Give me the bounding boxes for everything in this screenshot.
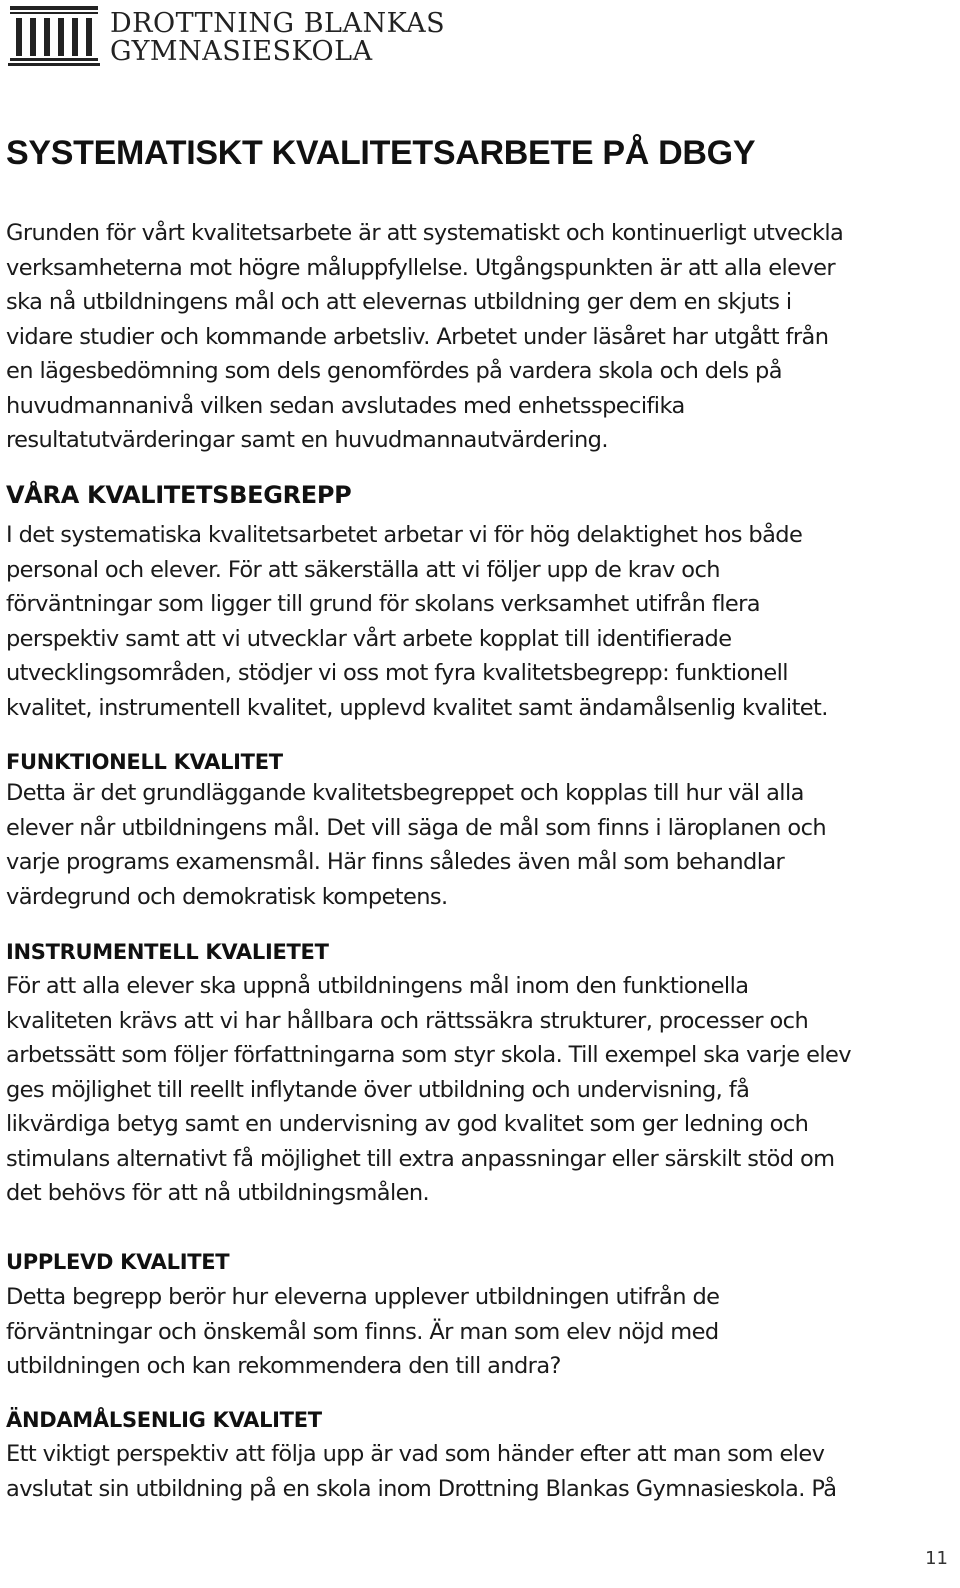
paragraph-line: stimulans alternativt få möjlighet till extra anpassningar eller särskilt stöd om [6,1145,835,1172]
paragraph-line: vidare studier och kommande arbetsliv. Arbetet under läsåret har utgått från [6,323,829,350]
paragraph-line: huvudmannanivå vilken sedan avslutades med enhetsspecifika [6,392,685,419]
paragraph-line: likvärdiga betyg samt en undervisning av god kvalitet som ger ledning och [6,1111,809,1137]
section-paragraph-kvalitetsbegrepp [6,518,954,725]
paragraph-line: Detta är det grundläggande kvalitetsbegreppet och kopplas till hur väl alla [6,780,804,806]
paragraph-line: avslutat sin utbildning på en skola inom Drottning Blankas Gymnasieskola. På [6,1475,837,1502]
paragraph-line: värdegrund och demokratisk kompetens. [6,883,448,910]
paragraph-line: förväntningar och önskemål som finns. Är man som elev nöjd med [6,1318,719,1345]
paragraph-line: det behövs för att nå utbildningsmålen. [6,1180,430,1206]
paragraph-line: arbetssätt som följer författningarna som styr skola. Till exempel ska varje elev [6,1042,851,1068]
paragraph-line: personal och elever. För att säkerställa att vi följer upp de krav och [6,556,720,583]
paragraph-line: perspektiv samt att vi utvecklar vårt arbete kopplat till identifierade [6,625,732,652]
paragraph-line: ges möjlighet till reellt inflytande över utbildning och undervisning, få [6,1076,750,1103]
paragraph-line: kvalitet, instrumentell kvalitet, upplevd kvalitet samt ändamålsenlig kvalitet. [6,694,828,721]
paragraph-line: Grunden för vårt kvalitetsarbete är att systematiskt och kontinuerligt utveckla [6,220,844,246]
intro-paragraph [6,216,954,458]
paragraph-line: utbildningen och kan rekommendera den till andra? [6,1353,561,1379]
paragraph-line: elever når utbildningens mål. Det vill säga de mål som finns i läroplanen och [6,814,826,841]
paragraph-line: För att alla elever ska uppnå utbildningens mål inom den funktionella [6,973,749,999]
document-title: SYSTEMATISKT KVALITETSARBETE PÅ DBGY [6,134,756,172]
section-heading-kvalitetsbegrepp: VÅRA KVALITETSBEGREPP [6,481,352,509]
building-columns-icon [8,4,100,66]
paragraph-line: Detta begrepp berör hur eleverna upplever utbildningen utifrån de [6,1284,720,1310]
paragraph-line: resultatutvärderingar samt en huvudmannautvärdering. [6,427,608,453]
paragraph-line: Ett viktigt perspektiv att följa upp är vad som händer efter att man som elev [6,1441,825,1467]
section-heading-upplevd: UPPLEVD KVALITET [6,1250,230,1274]
section-paragraph-funktionell [6,776,954,914]
paragraph-line: ska nå utbildningens mål och att elevernas utbildning ger dem en skjuts i [6,289,792,315]
page-number: 11 [925,1548,948,1569]
section-paragraph-upplevd [6,1280,954,1384]
logo-line-school-type: GYMNASIESKOLA [110,36,373,67]
logo-line-school-name: DROTTNING BLANKAS [110,8,446,39]
school-logo [8,4,445,68]
paragraph-line: I det systematiska kvalitetsarbetet arbetar vi för hög delaktighet hos både [6,522,803,548]
paragraph-line: en lägesbedömning som dels genomfördes på vardera skola och dels på [6,358,782,384]
paragraph-line: verksamheterna mot högre måluppfyllelse. Utgångspunkten är att alla elever [6,254,835,281]
section-paragraph-instrumentell [6,969,954,1211]
paragraph-line: varje programs examensmål. Här finns således även mål som behandlar [6,849,785,875]
logo-wordmark [110,4,445,66]
section-heading-andamalsenlig: ÄNDAMÅLSENLIG KVALITET [6,1408,322,1432]
paragraph-line: utvecklingsområden, stödjer vi oss mot fyra kvalitetsbegrepp: funktionell [6,660,788,686]
section-paragraph-andamalsenlig [6,1437,954,1506]
paragraph-line: förväntningar som ligger till grund för skolans verksamhet utifrån flera [6,591,760,617]
section-heading-funktionell: FUNKTIONELL KVALITET [6,750,283,774]
paragraph-line: kvaliteten krävs att vi har hållbara och rättssäkra strukturer, processer och [6,1007,809,1034]
section-heading-instrumentell: INSTRUMENTELL KVALIETET [6,940,329,964]
